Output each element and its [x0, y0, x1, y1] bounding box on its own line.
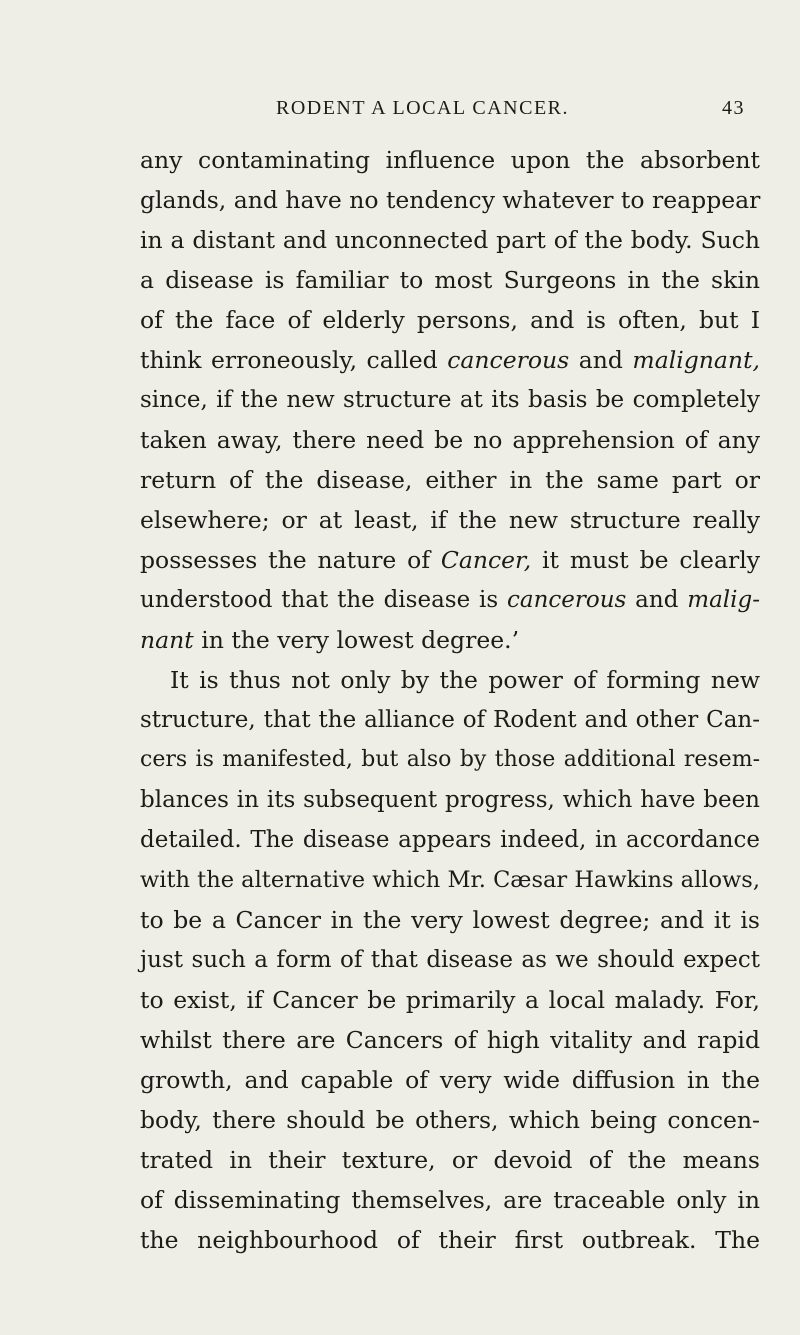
text-line — [140, 580, 760, 620]
text-line — [140, 540, 760, 580]
text-segment: understood that the disease is — [140, 587, 507, 613]
text-line — [140, 420, 760, 460]
italic-text: cancerous — [507, 587, 627, 613]
text-segment: cers is manifested, but also by those additional resem- — [140, 747, 760, 772]
text-segment: to exist, if Cancer be primarily a local malady. For, — [140, 986, 760, 1014]
text-segment: It is thus not only by the power of forming new — [170, 666, 760, 694]
text-line — [140, 1220, 760, 1260]
text-line — [140, 900, 760, 940]
text-line — [140, 980, 760, 1020]
text-segment: think erroneously, called — [140, 346, 448, 374]
text-segment: structure, that the alliance of Rodent and other Can- — [140, 707, 760, 733]
text-line — [140, 340, 760, 380]
text-line — [140, 740, 760, 780]
text-segment: blances in its subsequent progress, which have been — [140, 787, 760, 813]
text-segment: whilst there are Cancers of high vitality and rapid — [140, 1026, 760, 1054]
text-line — [140, 1060, 760, 1100]
body-text — [140, 140, 760, 1260]
italic-text: malig- — [687, 587, 760, 613]
text-segment: glands, and have no tendency whatever to reappear — [140, 186, 761, 214]
italic-text: cancerous — [447, 346, 570, 374]
text-segment: with the alternative which Mr. Cæsar Hawkins allows, — [140, 867, 760, 893]
text-line — [140, 860, 760, 900]
text-line — [140, 500, 760, 540]
text-segment: return of the disease, either in the same part or — [140, 466, 760, 494]
text-segment: since, if the new structure at its basis be completely — [140, 387, 760, 413]
text-segment: growth, and capable of very wide diffusion in the — [140, 1066, 760, 1094]
text-line — [140, 1020, 760, 1060]
text-segment: just such a form of that disease as we should expect — [140, 947, 760, 973]
text-segment: the neighbourhood of their first outbreak. The — [140, 1226, 760, 1254]
text-line — [140, 220, 760, 260]
text-segment: elsewhere; or at least, if the new structure really — [140, 506, 760, 534]
text-segment: it must be clearly — [531, 546, 760, 574]
text-line — [140, 140, 760, 180]
text-segment: of the face of elderly persons, and is often, but I — [140, 306, 760, 334]
text-line — [140, 620, 760, 660]
text-line — [140, 380, 760, 420]
italic-text: nant — [140, 626, 194, 654]
text-line — [140, 460, 760, 500]
text-segment: of disseminating themselves, are traceable only in — [140, 1186, 760, 1214]
text-line — [140, 780, 760, 820]
text-line — [140, 1100, 760, 1140]
running-title: RODENT A LOCAL CANCER. — [275, 97, 570, 119]
text-line — [140, 1140, 760, 1180]
text-segment: and — [569, 346, 633, 374]
text-line — [140, 1180, 760, 1220]
italic-text: malignant, — [632, 346, 760, 374]
text-line — [140, 180, 760, 220]
text-segment: possesses the nature of — [140, 546, 441, 574]
text-segment: trated in their texture, or devoid of the means — [140, 1146, 760, 1174]
text-segment: to be a Cancer in the very lowest degree; and it is — [140, 906, 760, 934]
text-segment: a disease is familiar to most Surgeons in the skin — [140, 266, 760, 294]
italic-text: Cancer, — [440, 546, 532, 574]
text-segment: body, there should be others, which being concen- — [140, 1106, 760, 1134]
text-segment: detailed. The disease appears indeed, in accordance — [140, 827, 760, 853]
text-segment: taken away, there need be no apprehension of any — [140, 426, 760, 454]
text-line — [140, 700, 760, 740]
text-line — [140, 300, 760, 340]
running-head — [140, 97, 745, 123]
text-segment: and — [626, 587, 688, 613]
text-segment: in the very lowest degree.’ — [193, 626, 520, 654]
text-line — [140, 940, 760, 980]
text-line — [140, 820, 760, 860]
text-line — [140, 260, 760, 300]
text-segment: any contaminating influence upon the absorbent — [140, 146, 760, 174]
text-line — [140, 660, 760, 700]
text-segment: in a distant and unconnected part of the body. Such — [140, 226, 760, 254]
page-number: 43 — [722, 97, 745, 119]
